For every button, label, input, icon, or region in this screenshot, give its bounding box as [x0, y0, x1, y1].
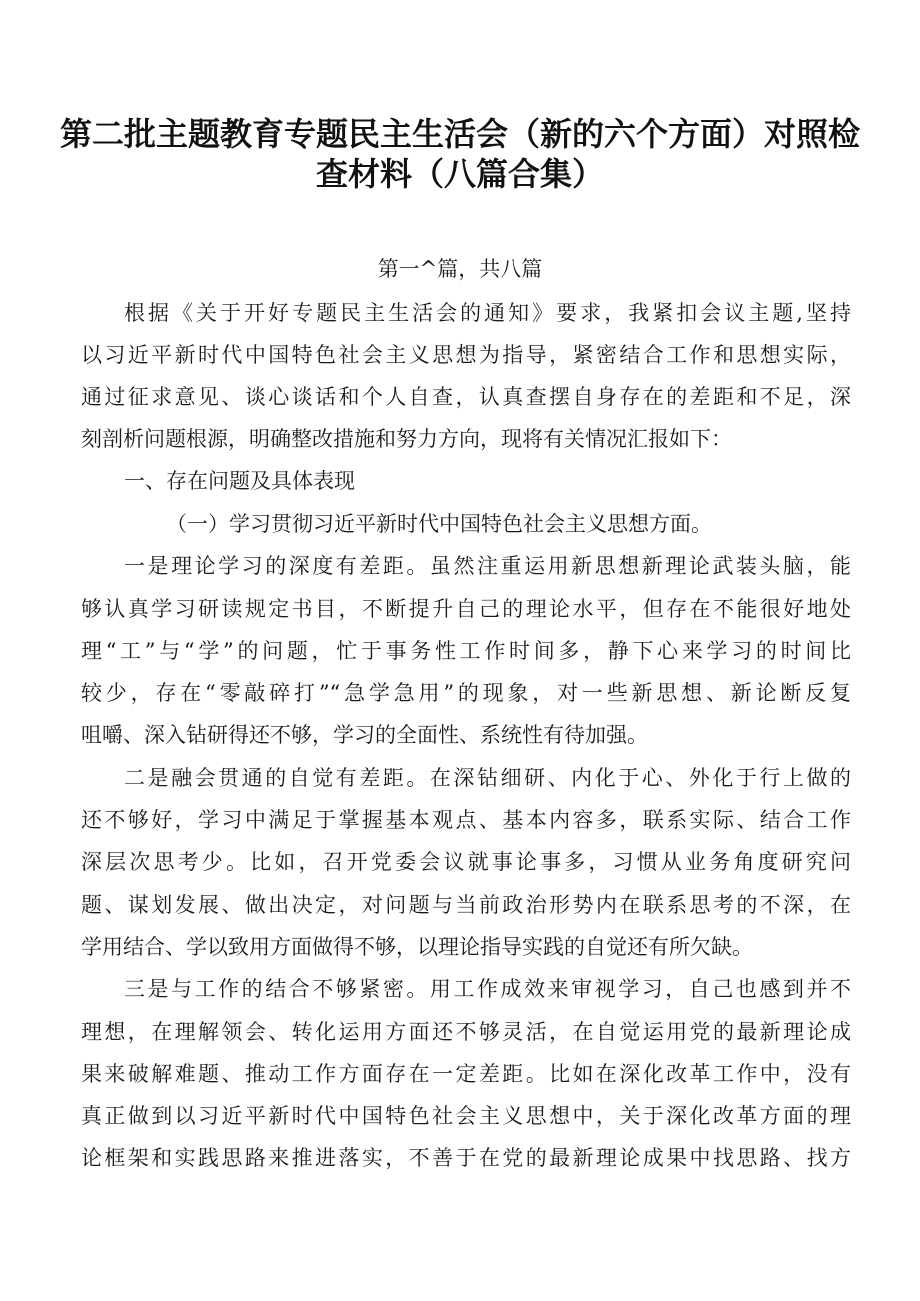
paragraph-2-line: 题、谋划发展、做出决定，对问题与当前政治形势内在联系思考的不深，在 — [81, 893, 851, 917]
intro-line: 以习近平新时代中国特色社会主义思想为指导，紧密结合工作和思想实际， — [81, 343, 851, 367]
paragraph-3-line: 真正做到以习近平新时代中国特色社会主义思想中，关于深化改革方面的理 — [81, 1104, 851, 1128]
paragraph-3-line: 三是与工作的结合不够紧密。用工作成效来审视学习，自己也感到并不 — [124, 977, 851, 1001]
paragraph-3-line: 果来破解难题、推动工作方面存在一定差距。比如在深化改革工作中，没有 — [81, 1062, 851, 1086]
paragraph-2-line: 二是融会贯通的自觉有差距。在深钻细研、内化于心、外化于行上做的 — [124, 766, 851, 790]
paragraph-1-line: 咀嚼、深入钻研得还不够，学习的全面性、系统性有待加强。 — [81, 723, 648, 747]
subsection-heading: （一）学习贯彻习近平新时代中国特色社会主义思想方面。 — [166, 512, 712, 536]
document-title-line-1: 第二批主题教育专题民主生活会（新的六个方面）对照检 — [60, 115, 861, 153]
paragraph-2-line: 学用结合、学以致用方面做得不够，以理论指导实践的自觉还有所欠缺。 — [81, 935, 753, 959]
paragraph-3-line: 理想，在理解领会、转化运用方面还不够灵活，在自觉运用党的最新理论成 — [81, 1020, 851, 1044]
paragraph-1-line: 较少，存在“零敲碎打”“急学急用”的现象，对一些新思想、新论断反复 — [81, 681, 851, 705]
intro-line: 刻剖析问题根源，明确整改措施和努力方向，现将有关情况汇报如下： — [81, 427, 732, 451]
intro-line: 根据《关于开好专题民主生活会的通知》要求，我紧扣会议主题,坚持 — [124, 301, 851, 325]
paragraph-1-line: 一是理论学习的深度有差距。虽然注重运用新思想新理论武装头脑，能 — [124, 554, 851, 578]
paragraph-1-line: 理“工”与“学”的问题，忙于事务性工作时间多，静下心来学习的时间比 — [81, 639, 851, 663]
document-subtitle: 第一^篇，共八篇 — [377, 257, 543, 281]
paragraph-3-line: 论框架和实践思路来推进落实，不善于在党的最新理论成果中找思路、找方 — [81, 1146, 851, 1170]
paragraph-1-line: 够认真学习研读规定书目，不断提升自己的理论水平，但存在不能很好地处 — [81, 597, 851, 621]
intro-line: 通过征求意见、谈心谈话和个人自查，认真查摆自身存在的差距和不足，深 — [81, 385, 851, 409]
paragraph-2-line: 还不够好，学习中满足于掌握基本观点、基本内容多，联系实际、结合工作 — [81, 808, 851, 832]
paragraph-2-line: 深层次思考少。比如，召开党委会议就事论事多，习惯从业务角度研究问 — [81, 850, 851, 874]
section-heading: 一、存在问题及具体表现 — [124, 469, 355, 493]
document-title-line-2: 查材料（八篇合集） — [315, 155, 604, 193]
